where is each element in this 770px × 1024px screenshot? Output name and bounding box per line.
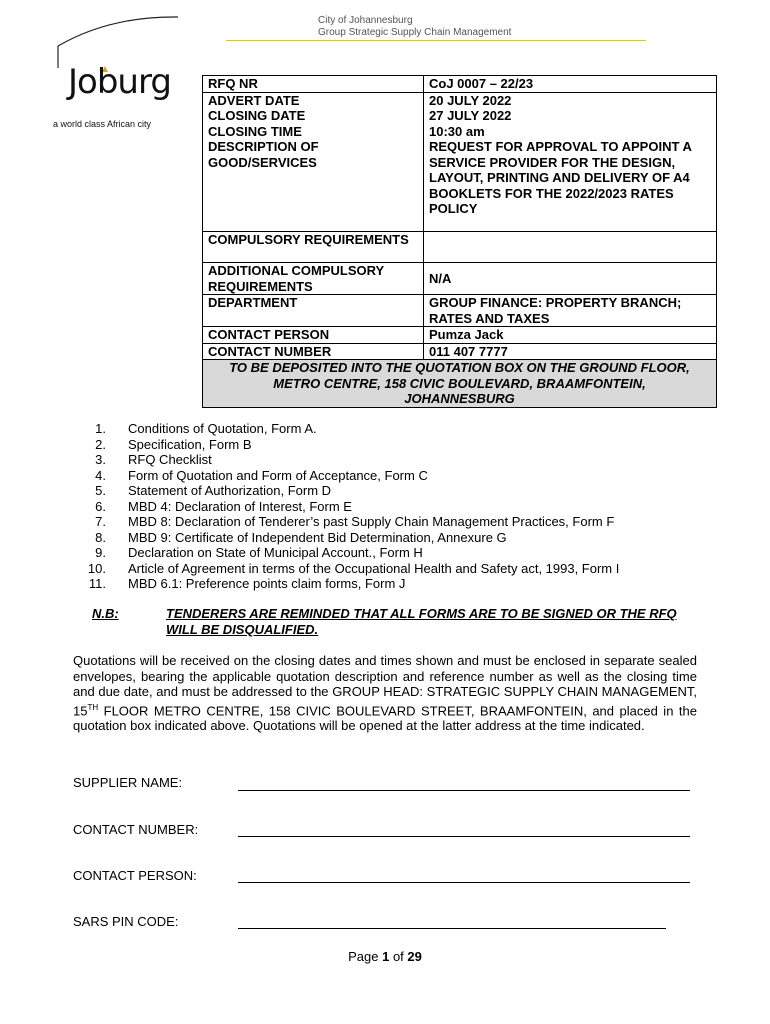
submission-instructions [73, 653, 697, 734]
list-item [76, 452, 716, 468]
list-item-text: MBD 6.1: Preference points claim forms, Form J [128, 576, 406, 591]
list-item [76, 530, 716, 546]
description-value: REQUEST FOR APPROVAL TO APPOINT A SERVICE PROVIDER FOR THE DESIGN, LAYOUT, PRINTING AND DELIVERY OF A4 BOOKLETS FOR THE 2022/2023 RATES POLICY [424, 139, 717, 232]
department-label: DEPARTMENT [203, 295, 424, 327]
notice-label: N.B: [92, 606, 119, 621]
rfq-row-rfq-nr [203, 76, 717, 93]
list-item [76, 468, 716, 484]
list-item-text: Specification, Form B [128, 436, 252, 452]
rfq-row-deposit [203, 360, 717, 408]
contact-number-label: CONTACT NUMBER [203, 343, 424, 360]
rfq-row-closing-time [203, 124, 717, 140]
page-footer [0, 949, 770, 965]
description-label: DESCRIPTION OF GOOD/SERVICES [203, 139, 424, 232]
list-item-text: Declaration on State of Municipal Account., Form H [128, 545, 423, 560]
sars-pin-label: SARS PIN CODE: [73, 914, 179, 929]
deposit-instruction: TO BE DEPOSITED INTO THE QUOTATION BOX ON THE GROUND FLOOR, METRO CENTRE, 158 CIVIC BOULEVARD, BRAAMFONTEIN, JOHANNESBURG [203, 360, 717, 408]
rfq-row-department [203, 295, 717, 327]
notice-text: TENDERERS ARE REMINDED THAT ALL FORMS ARE TO BE SIGNED OR THE RFQ WILL BE DISQUALIFIED. [166, 606, 677, 637]
required-forms-list [76, 421, 716, 592]
list-item-number: 6. [95, 498, 106, 514]
list-item [76, 576, 716, 592]
closing-time-label: CLOSING TIME [203, 124, 424, 140]
list-item-number: 3. [95, 452, 106, 467]
header-divider [226, 40, 646, 41]
list-item-text: MBD 8: Declaration of Tenderer’s past Supply Chain Management Practices, Form F [128, 514, 615, 529]
additional-value: N/A [424, 263, 717, 295]
list-item [76, 437, 716, 453]
footer-current-page: 1 [382, 949, 390, 964]
rfq-row-advert-date [203, 92, 717, 108]
list-item-number: 10. [87, 560, 106, 576]
department-value: GROUP FINANCE: PROPERTY BRANCH; RATES AND TAXES [424, 295, 717, 327]
rfq-details-table [202, 75, 717, 408]
list-item [76, 545, 716, 561]
instructions-part1: Quotations will be received on the closing dates and times shown and must be enclosed in separate sealed envelopes, bearing the applicable quotation description and reference number as well as the closing time and due date, and must be addressed to the GROUP HEAD: STRATEGIC SUPPLY CHAIN MANAGEMENT, 15 [73, 653, 697, 718]
compulsory-label: COMPULSORY REQUIREMENTS [203, 232, 424, 263]
logo-tagline: a world class African city [53, 119, 152, 129]
sars-pin-field[interactable] [238, 928, 666, 929]
header-organisation [318, 15, 511, 39]
rfq-row-compulsory [203, 232, 717, 263]
instructions-superscript: TH [87, 702, 99, 712]
contact-person-field[interactable] [238, 882, 690, 883]
list-item-text: MBD 4: Declaration of Interest, Form E [128, 498, 352, 514]
footer-total-pages: 29 [407, 949, 422, 964]
list-item-number: 8. [95, 529, 106, 545]
instructions-part2: FLOOR METRO CENTRE, 158 CIVIC BOULEVARD STREET, BRAAMFONTEIN, and placed in the quotation box indicated above. Quotations will be opened at the latter address at the time indicated. [73, 702, 697, 734]
contact-person-field-label: CONTACT PERSON: [73, 868, 197, 883]
header-org-line2: Group Strategic Supply Chain Management [318, 27, 512, 38]
supplier-name-label: SUPPLIER NAME: [73, 775, 183, 790]
additional-label: ADDITIONAL COMPULSORY REQUIREMENTS [203, 263, 424, 295]
advert-date-value: 20 JULY 2022 [424, 92, 717, 108]
compulsory-value [424, 232, 717, 263]
list-item-text: Statement of Authorization, Form D [128, 483, 332, 498]
logo-wordmark: Joburg [68, 62, 171, 102]
rfq-row-closing-date [203, 108, 717, 124]
contact-number-value: 011 407 7777 [424, 343, 717, 360]
advert-date-label: ADVERT DATE [203, 92, 424, 108]
list-item-number: 4. [95, 467, 106, 483]
supplier-name-field[interactable] [238, 790, 690, 791]
footer-page-word: Page [348, 949, 383, 964]
list-item-number: 9. [95, 545, 106, 560]
rfq-row-contact-person [203, 327, 717, 344]
list-item-text: RFQ Checklist [128, 452, 212, 467]
rfq-row-additional [203, 263, 717, 295]
list-item [76, 499, 716, 515]
list-item-number: 7. [95, 514, 106, 529]
list-item-text: Conditions of Quotation, Form A. [128, 421, 317, 436]
list-item-text: Article of Agreement in terms of the Occupational Health and Safety act, 1993, Form I [128, 560, 620, 576]
closing-date-label: CLOSING DATE [203, 108, 424, 124]
joburg-logo [50, 14, 200, 134]
closing-date-value: 27 JULY 2022 [424, 108, 717, 124]
contact-person-label: CONTACT PERSON [203, 327, 424, 344]
list-item [76, 421, 716, 437]
contact-number-field[interactable] [238, 836, 690, 837]
list-item [76, 561, 716, 577]
rfq-nr-value: CoJ 0007 – 22/23 [424, 76, 717, 93]
contact-person-value: Pumza Jack [424, 327, 717, 344]
rfq-nr-label: RFQ NR [203, 76, 424, 93]
list-item-text: Form of Quotation and Form of Acceptance, Form C [128, 467, 428, 483]
list-item-text: MBD 9: Certificate of Independent Bid Determination, Annexure G [128, 529, 507, 545]
rfq-row-contact-number [203, 343, 717, 360]
rfq-row-description [203, 139, 717, 232]
list-item-number: 11. [88, 576, 106, 591]
footer-of-word: of [389, 949, 408, 964]
list-item-number: 1. [95, 421, 106, 436]
closing-time-value: 10:30 am [424, 124, 717, 140]
header-org-line1: City of Johannesburg [318, 15, 413, 26]
list-item [76, 514, 716, 530]
list-item-number: 5. [95, 483, 106, 498]
list-item [76, 483, 716, 499]
list-item-number: 2. [95, 436, 106, 452]
contact-number-field-label: CONTACT NUMBER: [73, 822, 199, 837]
